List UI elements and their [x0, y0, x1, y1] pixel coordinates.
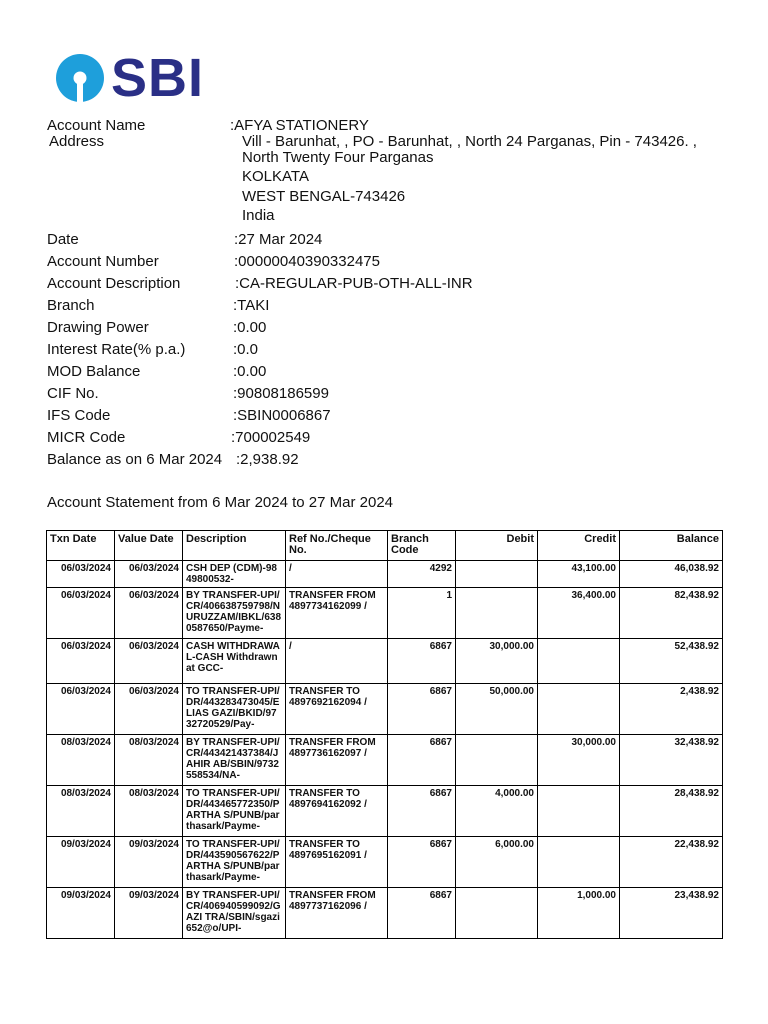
account-name-value: :AFYA STATIONERY	[230, 117, 369, 134]
branch-code-cell: 4292	[388, 561, 456, 588]
table-row	[47, 588, 723, 639]
balance-cell: 22,438.92	[620, 837, 723, 888]
ref-no-cell: TRANSFER FROM 4897736162097 /	[286, 735, 388, 786]
detail-value: :2,938.92	[236, 451, 299, 468]
address-label: Address	[49, 133, 105, 150]
ref-no-cell: TRANSFER FROM 4897734162099 /	[286, 588, 388, 639]
credit-cell	[538, 786, 620, 837]
value-date-cell: 09/03/2024	[115, 837, 183, 888]
detail-label: IFS Code	[47, 407, 111, 424]
balance-cell: 46,038.92	[620, 561, 723, 588]
table-row	[47, 639, 723, 684]
description-cell: BY TRANSFER-UPI/CR/443421437384/JAHIR AB/SBIN/9732558534/NA-	[183, 735, 286, 786]
detail-label: CIF No.	[47, 385, 99, 402]
table-row	[47, 735, 723, 786]
address-line-5: India	[242, 207, 275, 224]
txn-date-cell: 08/03/2024	[47, 786, 115, 837]
credit-cell: 43,100.00	[538, 561, 620, 588]
table-row	[47, 888, 723, 939]
ref-no-cell: /	[286, 561, 388, 588]
balance-cell: 23,438.92	[620, 888, 723, 939]
branch-code-cell: 6867	[388, 837, 456, 888]
statement-title: Account Statement from 6 Mar 2024 to 27 Mar 2024	[47, 494, 394, 511]
description-cell: CSH DEP (CDM)-9849800532-	[183, 561, 286, 588]
ref-no-cell: TRANSFER FROM 4897737162096 /	[286, 888, 388, 939]
header-ref-no: Ref No./Cheque No.	[286, 531, 388, 561]
credit-cell	[538, 639, 620, 684]
detail-value: :TAKI	[233, 297, 270, 314]
sbi-keyhole-icon	[55, 53, 105, 103]
detail-label: MOD Balance	[47, 363, 141, 380]
transactions-table	[46, 530, 723, 939]
detail-label: Account Number	[47, 253, 159, 270]
balance-cell: 2,438.92	[620, 684, 723, 735]
description-cell: TO TRANSFER-UPI/DR/443590567622/PARTHA S/PUNB/parthasark/Payme-	[183, 837, 286, 888]
header-debit: Debit	[456, 531, 538, 561]
value-date-cell: 06/03/2024	[115, 588, 183, 639]
header-value-date: Value Date	[115, 531, 183, 561]
credit-cell	[538, 837, 620, 888]
value-date-cell: 08/03/2024	[115, 786, 183, 837]
txn-date-cell: 06/03/2024	[47, 639, 115, 684]
header-credit: Credit	[538, 531, 620, 561]
address-line-1: Vill - Barunhat, , PO - Barunhat, , North 24 Parganas, Pin - 743426. ,	[242, 133, 697, 150]
detail-value: :00000040390332475	[234, 253, 380, 270]
txn-date-cell: 08/03/2024	[47, 735, 115, 786]
balance-cell: 28,438.92	[620, 786, 723, 837]
txn-date-cell: 09/03/2024	[47, 888, 115, 939]
ref-no-cell: /	[286, 639, 388, 684]
detail-label: MICR Code	[47, 429, 126, 446]
detail-value: :27 Mar 2024	[234, 231, 323, 248]
table-row	[47, 561, 723, 588]
description-cell: TO TRANSFER-UPI/DR/443465772350/PARTHA S/PUNB/parthasark/Payme-	[183, 786, 286, 837]
debit-cell: 30,000.00	[456, 639, 538, 684]
ref-no-cell: TRANSFER TO 4897695162091 /	[286, 837, 388, 888]
header-balance: Balance	[620, 531, 723, 561]
debit-cell: 50,000.00	[456, 684, 538, 735]
detail-value: :0.00	[233, 319, 267, 336]
branch-code-cell: 6867	[388, 735, 456, 786]
debit-cell	[456, 588, 538, 639]
detail-value: :0.00	[233, 363, 267, 380]
detail-value: :700002549	[231, 429, 311, 446]
debit-cell: 6,000.00	[456, 837, 538, 888]
txn-date-cell: 06/03/2024	[47, 561, 115, 588]
detail-label: Drawing Power	[47, 319, 149, 336]
value-date-cell: 06/03/2024	[115, 684, 183, 735]
value-date-cell: 09/03/2024	[115, 888, 183, 939]
debit-cell: 4,000.00	[456, 786, 538, 837]
detail-value: :90808186599	[233, 385, 329, 402]
debit-cell	[456, 735, 538, 786]
address-line-4: WEST BENGAL-743426	[242, 188, 406, 205]
header-txn-date: Txn Date	[47, 531, 115, 561]
credit-cell	[538, 684, 620, 735]
balance-cell: 82,438.92	[620, 588, 723, 639]
value-date-cell: 06/03/2024	[115, 561, 183, 588]
branch-code-cell: 6867	[388, 786, 456, 837]
description-cell: CASH WITHDRAWAL-CASH Withdrawn at GCC-	[183, 639, 286, 684]
detail-value: :CA-REGULAR-PUB-OTH-ALL-INR	[235, 275, 473, 292]
ref-no-cell: TRANSFER TO 4897694162092 /	[286, 786, 388, 837]
table-row	[47, 684, 723, 735]
account-name-label: Account Name	[47, 117, 146, 134]
debit-cell	[456, 561, 538, 588]
table-row	[47, 837, 723, 888]
value-date-cell: 08/03/2024	[115, 735, 183, 786]
description-cell: BY TRANSFER-UPI/CR/406940599092/GAZI TRA/SBIN/sgazi652@o/UPI-	[183, 888, 286, 939]
detail-label: Balance as on 6 Mar 2024	[47, 451, 223, 468]
balance-cell: 32,438.92	[620, 735, 723, 786]
table-row	[47, 786, 723, 837]
detail-label: Branch	[47, 297, 95, 314]
branch-code-cell: 1	[388, 588, 456, 639]
detail-label: Interest Rate(% p.a.)	[47, 341, 186, 358]
branch-code-cell: 6867	[388, 639, 456, 684]
txn-date-cell: 09/03/2024	[47, 837, 115, 888]
detail-value: :0.0	[233, 341, 259, 358]
description-cell: TO TRANSFER-UPI/DR/443283473045/ELIAS GAZI/BKID/9732720529/Pay-	[183, 684, 286, 735]
transactions-body	[47, 561, 723, 939]
detail-value: :SBIN0006867	[233, 407, 331, 424]
debit-cell	[456, 888, 538, 939]
address-line-2: North Twenty Four Parganas	[242, 149, 434, 166]
table-header-row	[47, 531, 723, 561]
description-cell: BY TRANSFER-UPI/CR/406638759798/NURUZZAM/IBKL/6380587650/Payme-	[183, 588, 286, 639]
branch-code-cell: 6867	[388, 684, 456, 735]
txn-date-cell: 06/03/2024	[47, 588, 115, 639]
header-description: Description	[183, 531, 286, 561]
address-line-3: KOLKATA	[242, 168, 309, 185]
detail-label: Account Description	[47, 275, 181, 292]
brand-name: SBI	[111, 48, 205, 108]
ref-no-cell: TRANSFER TO 4897692162094 /	[286, 684, 388, 735]
value-date-cell: 06/03/2024	[115, 639, 183, 684]
txn-date-cell: 06/03/2024	[47, 684, 115, 735]
balance-cell: 52,438.92	[620, 639, 723, 684]
detail-label: Date	[47, 231, 79, 248]
credit-cell: 36,400.00	[538, 588, 620, 639]
credit-cell: 30,000.00	[538, 735, 620, 786]
branch-code-cell: 6867	[388, 888, 456, 939]
header-branch-code: Branch Code	[388, 531, 456, 561]
credit-cell: 1,000.00	[538, 888, 620, 939]
sbi-logo	[55, 48, 205, 108]
